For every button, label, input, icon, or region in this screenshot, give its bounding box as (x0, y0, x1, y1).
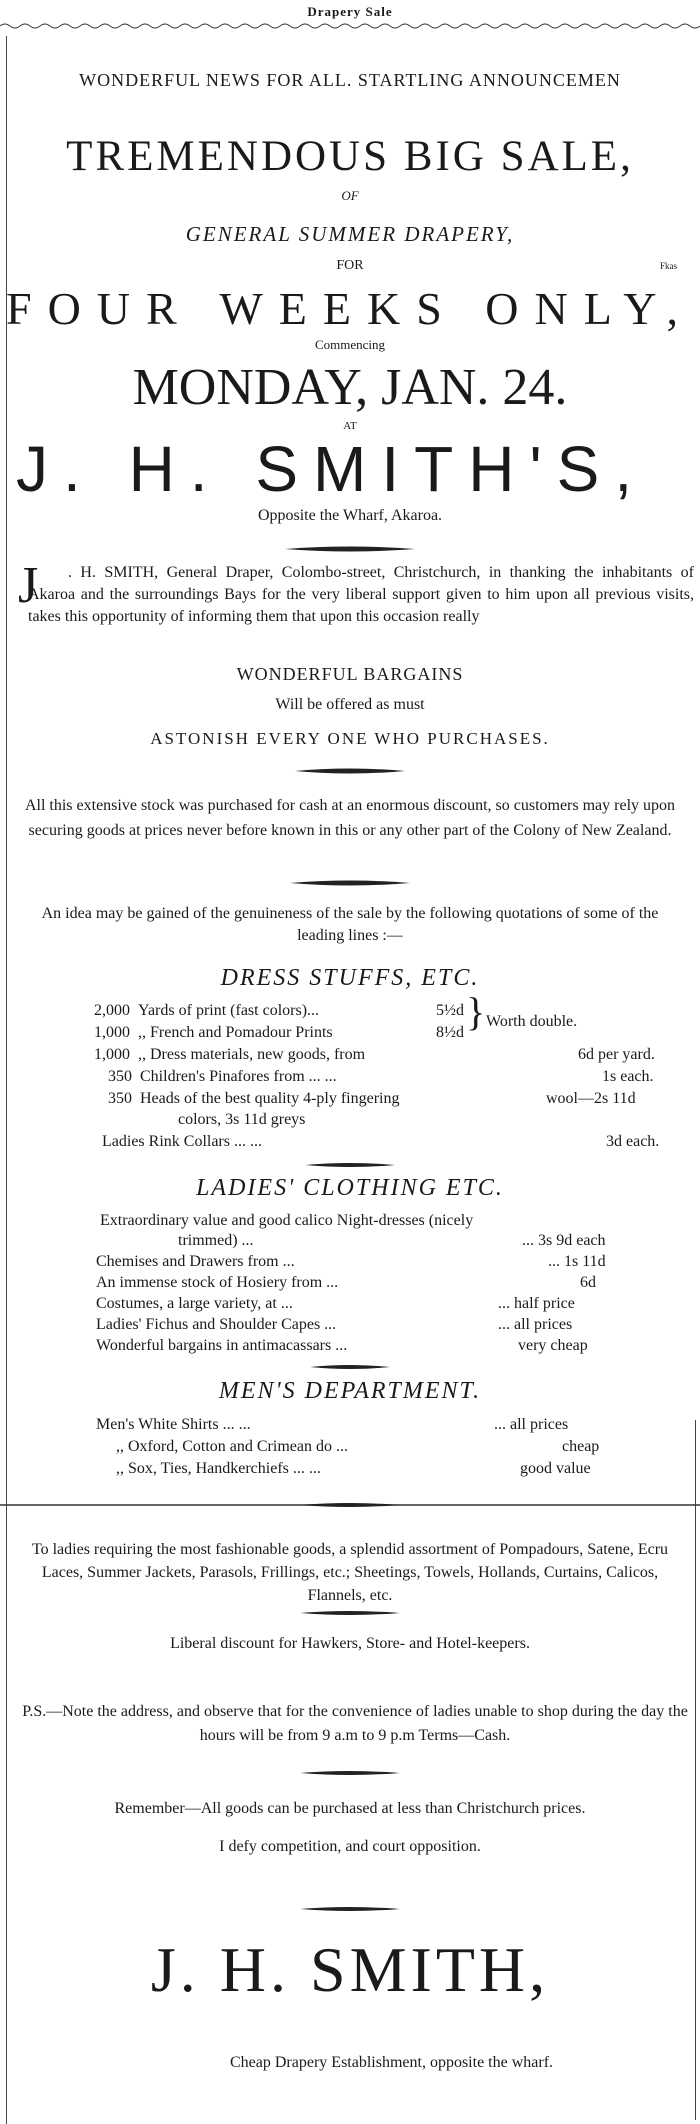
astonish-line: ASTONISH EVERY ONE WHO PURCHASES. (150, 729, 550, 748)
item-price: 8½d (436, 1024, 464, 1041)
idea-paragraph: An idea may be gained of the genuineness of the sale by the following quotations of some of the leading lines :— (41, 905, 659, 944)
liberal-discount: Liberal discount for Hawkers, Store- and Hotel-keepers. (170, 1635, 530, 1652)
item-text: ,, French and Pomadour Prints (138, 1024, 333, 1041)
list-item: Wonderful bargains in antimacassars ... (96, 1337, 348, 1354)
signature-name: J. H. SMITH, (150, 1934, 550, 2005)
item-price: 5½d (436, 1002, 464, 1019)
intro-paragraph: . H. SMITH, General Draper, Colombo-street, Christchurch, in thanking the inhabitants of Akaroa and the surroundings Bays for the very liberal support given to him upon all previous visits, takes this opportunity of informing them that upon this occasion really (28, 564, 694, 625)
wavy-rule (0, 22, 700, 30)
item-price: very cheap (518, 1337, 588, 1354)
at-line: AT (343, 420, 357, 432)
brace-icon: } (466, 989, 486, 1034)
list-item: Ladies Rink Collars ... ... (102, 1133, 262, 1150)
item-price: wool—2s 11d (546, 1090, 636, 1107)
divider-rule (0, 1160, 700, 1170)
item-price: 3d each. (606, 1133, 660, 1150)
list-item: Men's White Shirts ... ... (96, 1416, 251, 1433)
divider-rule (0, 878, 700, 888)
divider-rule (0, 1362, 700, 1372)
item-price: 6d per yard. (578, 1046, 655, 1063)
item-price: ... 1s 11d (548, 1253, 606, 1270)
monday-heading: MONDAY, JAN. 24. (132, 359, 568, 416)
item-price: ... all prices (494, 1416, 569, 1433)
item-qty: 350 (108, 1068, 132, 1085)
list-item: An immense stock of Hosiery from ... (96, 1274, 339, 1291)
list-item (94, 1024, 333, 1042)
list-item: Costumes, a large variety, at ... (96, 1295, 293, 1312)
list-item: Chemises and Drawers from ... (96, 1253, 295, 1270)
list-item (94, 1002, 319, 1020)
item-text: Heads of the best quality 4-ply fingering (140, 1090, 400, 1107)
item-price: ... 3s 9d each (522, 1232, 606, 1249)
list-item: Extraordinary value and good calico Night-dresses (nicely (100, 1212, 474, 1229)
for-line: FOR (336, 258, 364, 273)
four-weeks-heading: FOUR WEEKS ONLY, (5, 283, 694, 334)
general-summer-drapery: GENERAL SUMMER DRAPERY, (185, 222, 515, 246)
list-item (94, 1046, 365, 1064)
item-price: ... half price (498, 1295, 575, 1312)
ladies-clothing-heading: LADIES' CLOTHING ETC. (196, 1175, 504, 1201)
item-qty: 2,000 (94, 1002, 130, 1019)
item-text: Children's Pinafores from ... ... (140, 1068, 337, 1085)
opposite-line: Opposite the Wharf, Akaroa. (257, 507, 443, 524)
of-line: OF (341, 188, 359, 203)
item-price: ... all prices (498, 1316, 573, 1333)
list-item: colors, 3s 11d greys (178, 1111, 306, 1128)
list-item: trimmed) ... (178, 1232, 254, 1249)
drop-cap: J (18, 557, 39, 614)
stock-paragraph: All this extensive stock was purchased for cash at an enormous discount, so customers may rely upon securing goods at prices never before known in this or any other part of the Colony of New Zealand. (24, 797, 676, 839)
defy-line: I defy competition, and court opposition. (219, 1838, 481, 1855)
commencing-line: Commencing (314, 337, 386, 352)
margin-note: Fkas (660, 261, 678, 271)
list-item: Ladies' Fichus and Shoulder Capes ... (96, 1316, 337, 1333)
list-item: ,, Oxford, Cotton and Crimean do ... (116, 1438, 348, 1455)
ps-paragraph: P.S.—Note the address, and observe that for the convenience of ladies unable to shop during the day the hours will be from 9 a.m to 9 p.m Terms—Cash. (22, 1703, 688, 1744)
list-item (108, 1090, 400, 1108)
divider-rule (0, 1500, 700, 1510)
dress-stuffs-heading: DRESS STUFFS, ETC. (220, 965, 480, 991)
remember-line: Remember—All goods can be purchased at less than Christchurch prices. (114, 1800, 586, 1817)
ladies-requiring-paragraph: To ladies requiring the most fashionable goods, a splendid assortment of Pompadours, Satene, Ecru Laces, Summer Jackets, Parasols, Frillings, etc.; Sheetings, Towels, Hollands, Curtains, Calicos, Flannels, etc. (31, 1541, 669, 1604)
list-item (108, 1068, 337, 1086)
news-line: WONDERFUL NEWS FOR ALL. STARTLING ANNOUNCEMEN (79, 70, 621, 90)
item-price: good value (520, 1460, 591, 1477)
list-item: ,, Sox, Ties, Handkerchiefs ... ... (116, 1460, 321, 1477)
divider-rule (0, 1904, 700, 1914)
item-text: ,, Dress materials, new goods, from (138, 1046, 366, 1063)
header-title: Drapery Sale (307, 4, 393, 19)
tremendous-heading: TREMENDOUS BIG SALE, (66, 133, 634, 180)
will-be-offered: Will be offered as must (275, 696, 425, 713)
item-price: 6d (580, 1274, 596, 1291)
establishment-line: Cheap Drapery Establishment, opposite the wharf. (230, 2054, 554, 2071)
divider-rule (0, 1608, 700, 1618)
divider-rule (0, 544, 700, 554)
item-qty: 350 (108, 1090, 132, 1107)
divider-rule (0, 766, 700, 776)
divider-rule (0, 1768, 700, 1778)
mens-department-heading: MEN'S DEPARTMENT. (218, 1378, 482, 1404)
jh-smiths-heading: J. H. SMITH'S, (16, 433, 648, 505)
item-text: Yards of print (fast colors)... (138, 1002, 320, 1019)
worth-double: Worth double. (486, 1013, 578, 1030)
item-price: cheap (562, 1438, 600, 1455)
item-qty: 1,000 (94, 1046, 130, 1063)
wonderful-bargains: WONDERFUL BARGAINS (236, 664, 464, 684)
item-qty: 1,000 (94, 1024, 130, 1041)
item-price: 1s each. (602, 1068, 654, 1085)
